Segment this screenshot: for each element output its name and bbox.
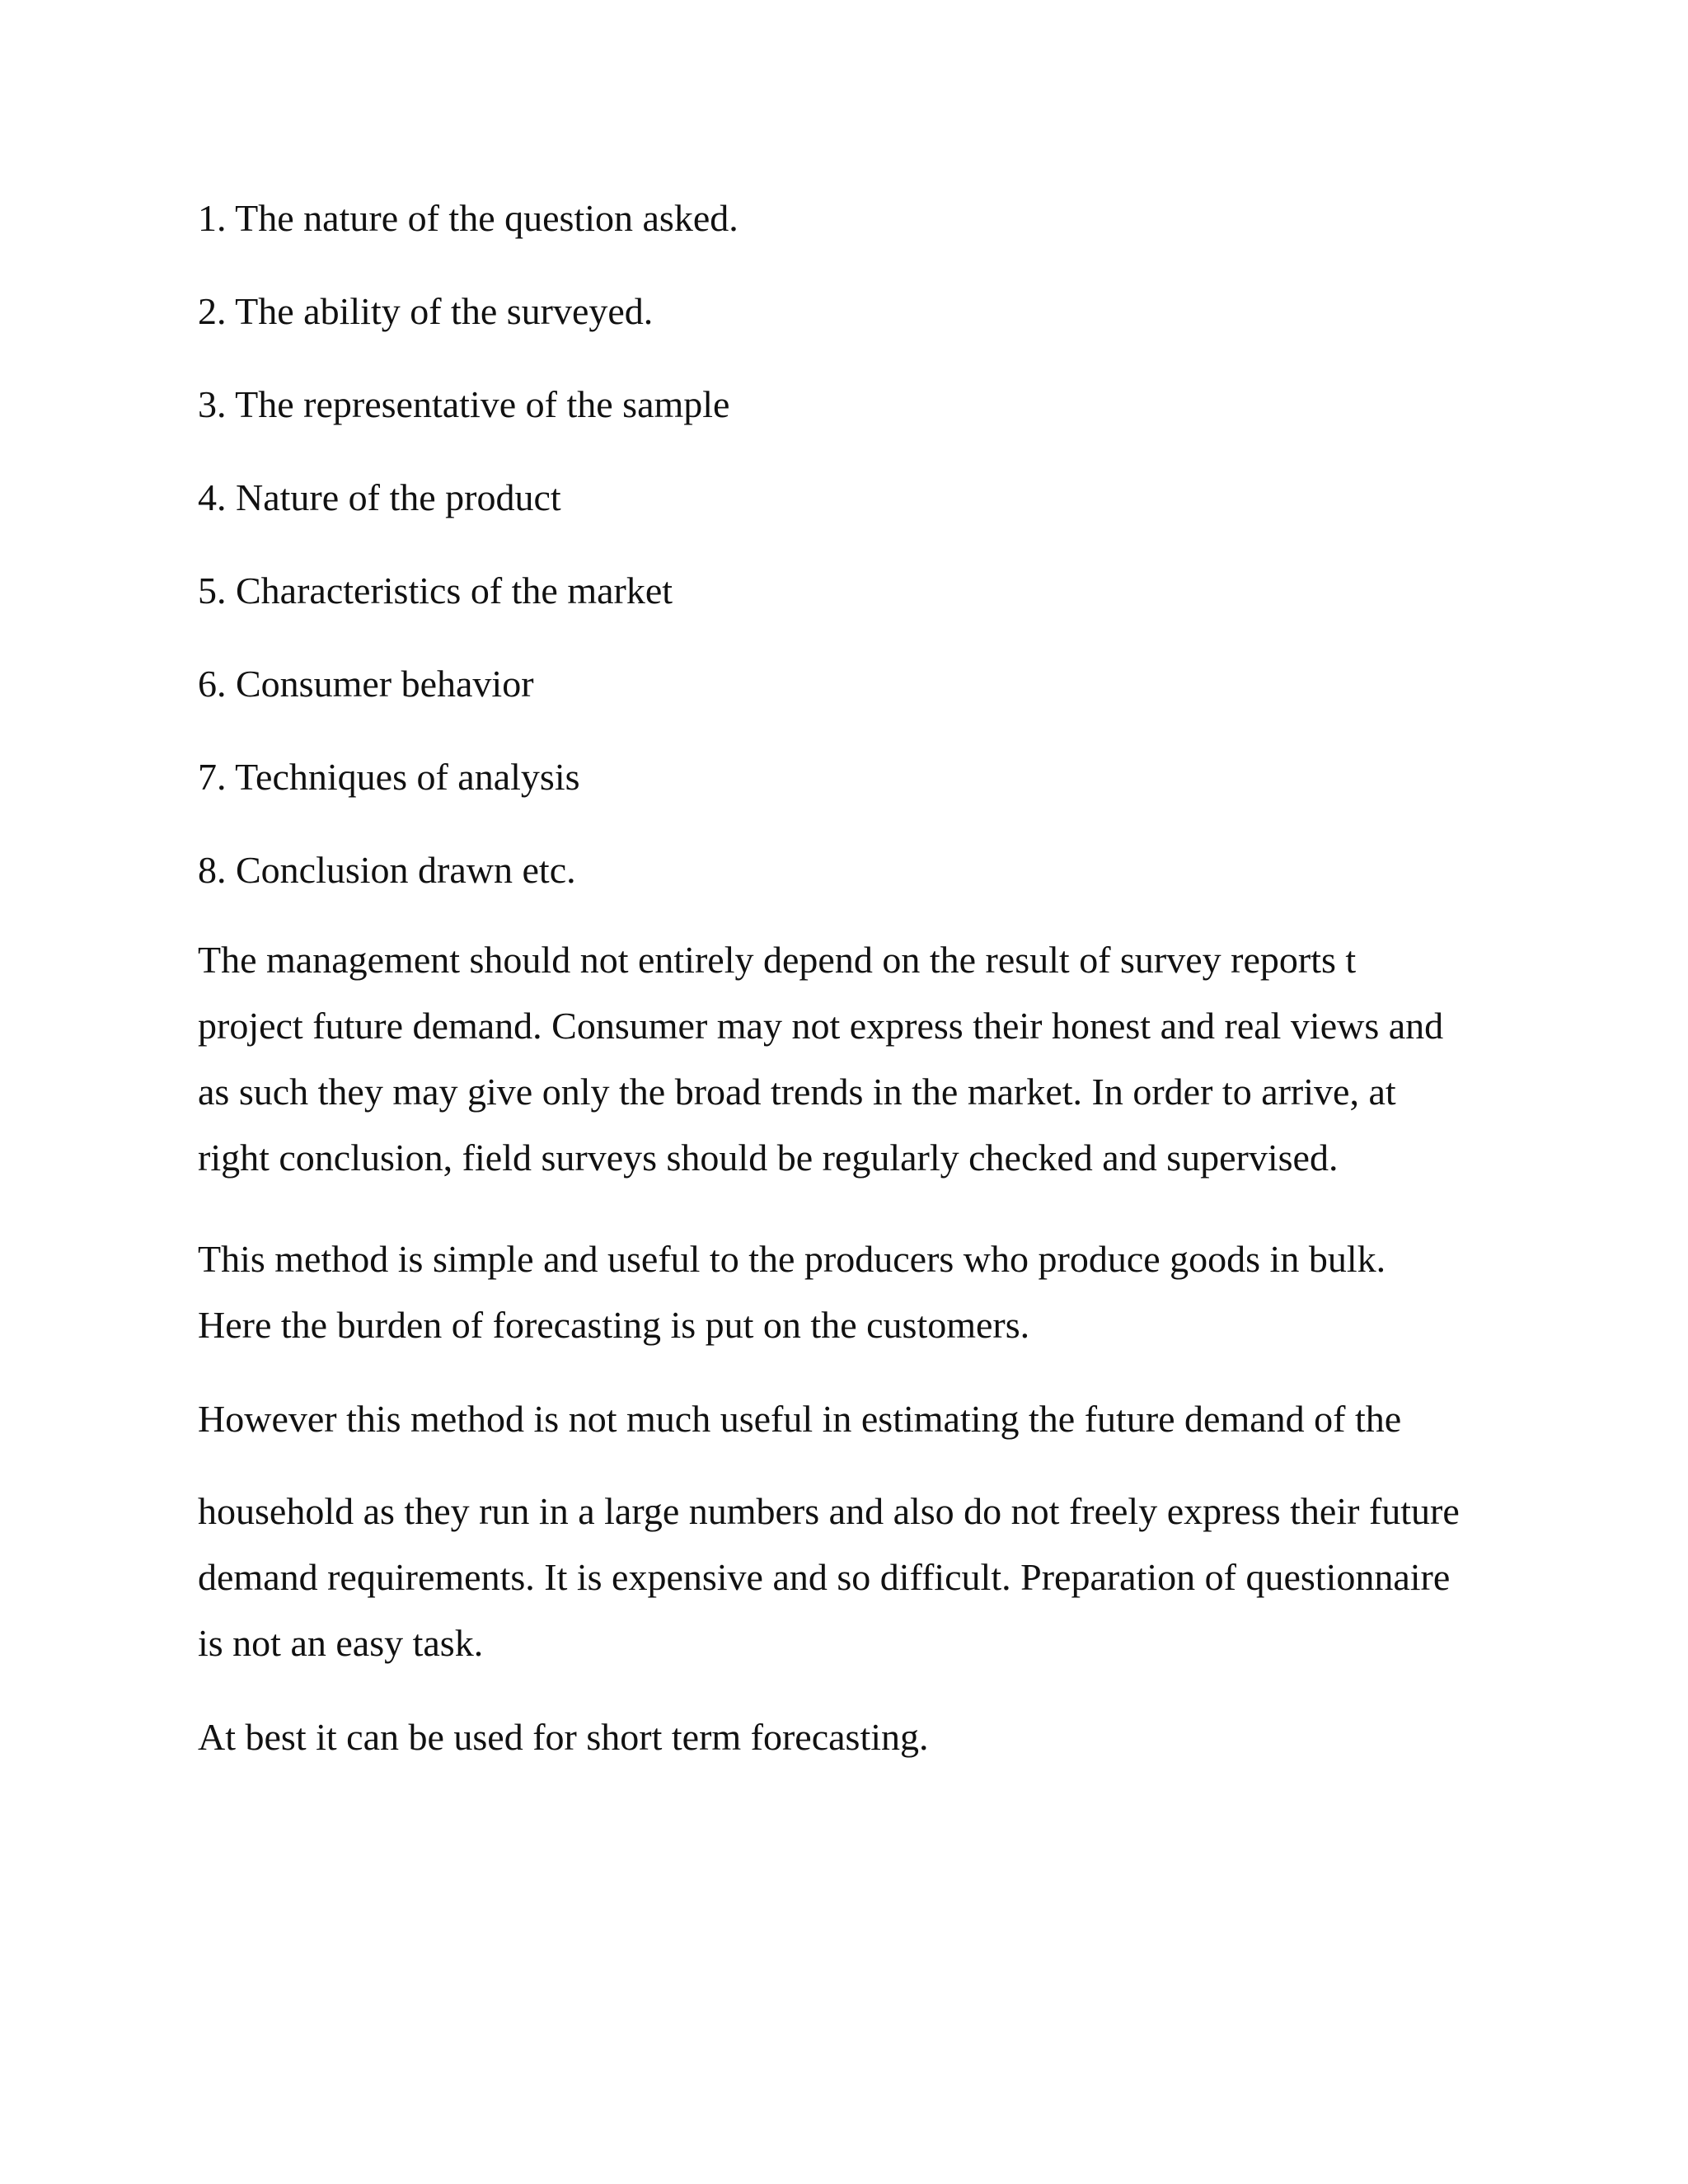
paragraph-line: Here the burden of forecasting is put on the customers. [198,1304,1030,1346]
list-item: 6. Consumer behavior [198,663,534,705]
list-item: 3. The representative of the sample [198,383,730,425]
paragraph-line: The management should not entirely depend on the result of survey reports t [198,939,1357,981]
paragraph-conclusion [198,1704,929,1770]
list-item: 4. Nature of the product [198,476,561,518]
paragraph-method-limitation [198,1386,1401,1452]
paragraph-line: is not an easy task. [198,1622,484,1664]
paragraph-method-simple [198,1226,1386,1358]
paragraph-line: project future demand. Consumer may not express their honest and real views and [198,1005,1444,1047]
list-item: 2. The ability of the surveyed. [198,290,654,332]
list-item: 8. Conclusion drawn etc. [198,849,576,891]
paragraph-line: At best it can be used for short term forecasting. [198,1716,929,1758]
paragraph-line: right conclusion, field surveys should be regularly checked and supervised. [198,1137,1339,1179]
paragraph-line: as such they may give only the broad trends in the market. In order to arrive, at [198,1071,1396,1113]
paragraph-survey-reliability [198,927,1443,1191]
paragraph-line: However this method is not much useful in estimating the future demand of the [198,1398,1402,1440]
paragraph-line: This method is simple and useful to the producers who produce goods in bulk. [198,1238,1386,1280]
list-item: 1. The nature of the question asked. [198,197,738,239]
list-item: 5. Characteristics of the market [198,569,673,612]
paragraph-line: household as they run in a large numbers and also do not freely express their future [198,1490,1460,1532]
paragraph-line: demand requirements. It is expensive and so difficult. Preparation of questionnaire [198,1556,1451,1598]
list-item: 7. Techniques of analysis [198,756,580,798]
paragraph-household [198,1479,1460,1676]
